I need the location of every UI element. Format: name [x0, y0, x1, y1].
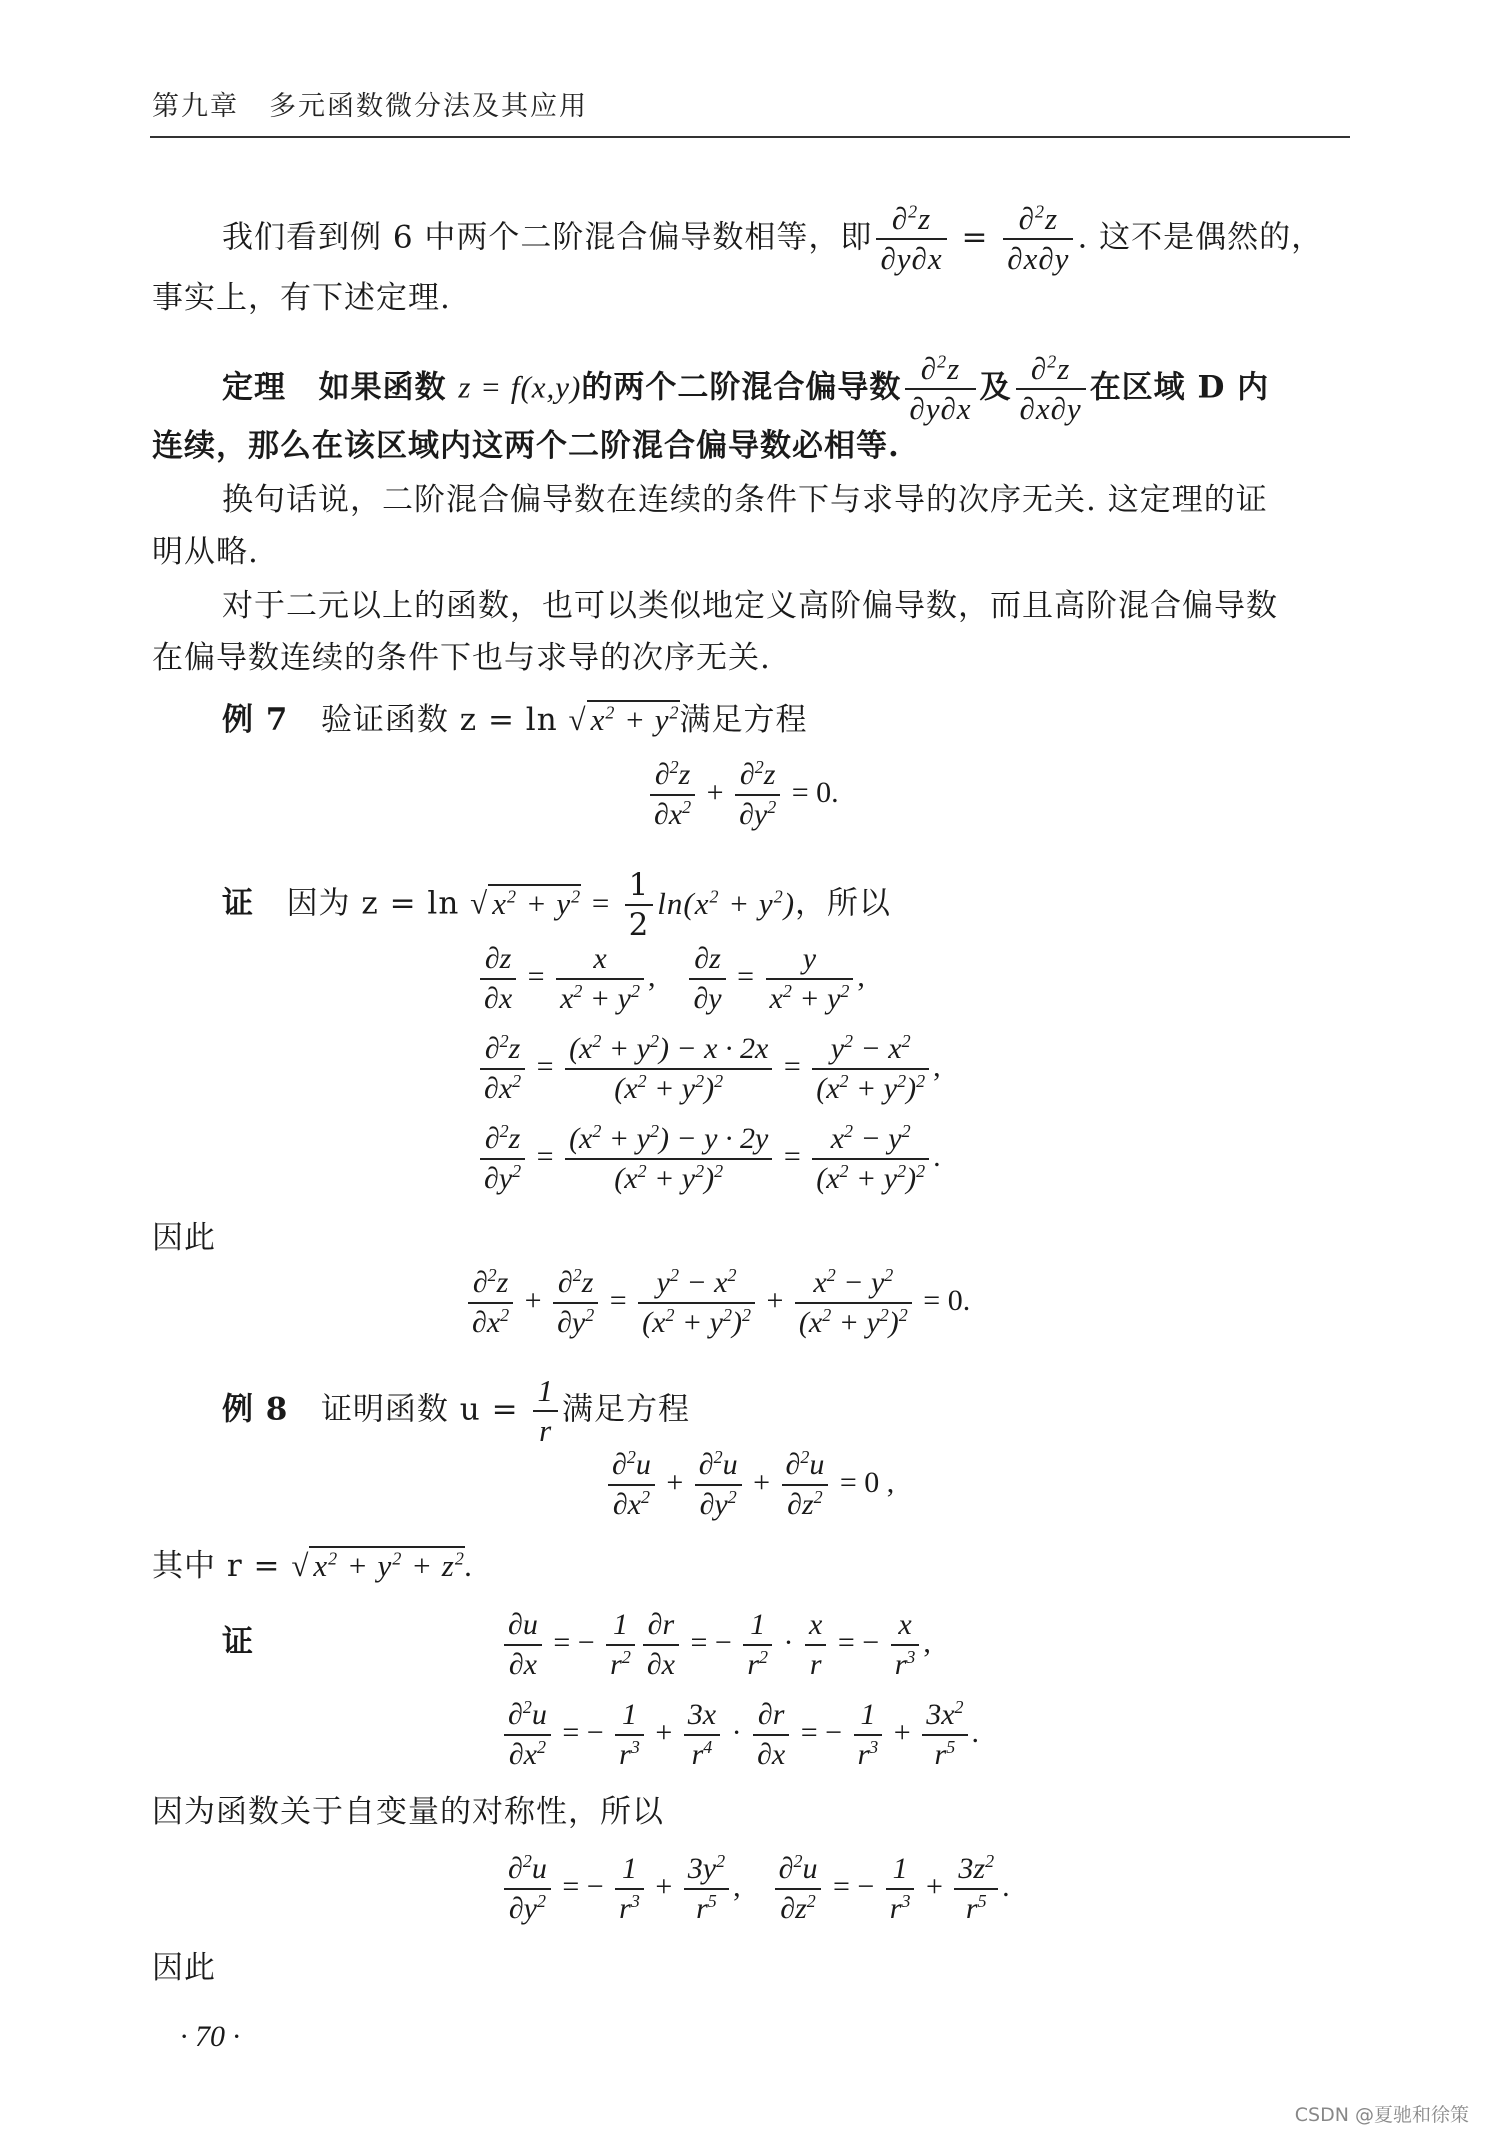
watermark: CSDN @夏驰和徐策 — [1294, 2104, 1469, 2126]
second-partials-uyy-uzz: $\frac{\partial^2u}{\partial y^2}$ = − $\frac{1}{r^3}$ + $\frac{3y^2}{r^5}$ , $\frac{\partial^2u}{\partial z^2}$ = − $\frac{1}{r^3}$ + $\frac{3z^2}{r^5}$ . — [500, 1850, 1010, 1928]
example-8-statement: 例 8 证明函数 u = $\frac{1}{r}$ 满足方程 — [222, 1373, 690, 1448]
example-7-label: 例 7 — [222, 702, 289, 738]
running-header — [152, 84, 588, 123]
paragraph-2-line-1: 换句话说，二阶混合偏导数在连续的条件下与求导的次序无关. 这定理的证 — [222, 482, 1268, 518]
example-7-statement: 例 7 验证函数 z = ln √ $x^2 + y^2$满足方程 — [222, 702, 808, 738]
laplace-3d-equation: $\frac{\partial^2u}{\partial x^2}$ + $\frac{\partial^2u}{\partial y^2}$ + $\frac{\partial^2u}{\partial z^2}$ = 0 , — [604, 1446, 894, 1524]
second-partial-zyy: $\frac{\partial^2z}{\partial y^2}$ = $\frac{(x^2 + y^2) - y \cdot 2y}{(x^2 + y^2)^2}$ = $\frac{x^2 - y^2}{(x^2 + y^2)^2}$ . — [476, 1120, 941, 1198]
example-8-label: 例 8 — [222, 1391, 289, 1428]
first-partials-z: $\frac{\partial z}{\partial x}$ = $\frac{x}{x^2 + y^2}$ , $\frac{\partial z}{\partial y}$ = $\frac{y}{x^2 + y^2}$ , — [476, 940, 865, 1018]
mixed-partial-xy: $\frac{\partial^2z}{\partial x\partial y}$ — [1003, 200, 1073, 278]
paragraph-2-line-2: 明从略. — [152, 534, 259, 570]
first-partial-ux: $\frac{\partial u}{\partial x}$ = − $\frac{1}{r^2}$ $\frac{\partial r}{\partial x}$ = − $\frac{1}{r^2}$ · $\frac{x}{r}$ = − $\frac{x}{r^3}$ , — [500, 1606, 931, 1684]
second-partial-zxx: $\frac{\partial^2z}{\partial x^2}$ = $\frac{(x^2 + y^2) - x \cdot 2x}{(x^2 + y^2)^2}$ = $\frac{y^2 - x^2}{(x^2 + y^2)^2}$ , — [476, 1030, 941, 1108]
paragraph-1-line-2: 事实上，有下述定理. — [152, 280, 451, 316]
therefore-1: 因此 — [152, 1220, 216, 1256]
proof-7-intro: 证 因为 z = ln √ $x^2 + y^2$ = $\frac{1}{2}$ $\ln(x^2 + y^2)$，所以 — [222, 867, 892, 943]
chapter-label: 第九章 — [152, 91, 239, 122]
second-partial-uxx: $\frac{\partial^2u}{\partial x^2}$ = − $\frac{1}{r^3}$ + $\frac{3x}{r^4}$ · $\frac{\partial r}{\partial x}$ = − $\frac{1}{r^3}$ + $\frac{3x^2}{r^5}$ . — [500, 1696, 979, 1774]
proof-label: 证 — [222, 885, 254, 922]
theorem-line-2: 连续，那么在该区域内这两个二阶混合偏导数必相等. — [152, 428, 900, 464]
mixed-partial-yx: $\frac{\partial^2z}{\partial y\partial x}$ — [876, 200, 946, 278]
chapter-title: 多元函数微分法及其应用 — [269, 91, 588, 122]
paragraph-3-line-2: 在偏导数连续的条件下也与求导的次序无关. — [152, 640, 771, 676]
page-number: · 70 · — [180, 2020, 240, 2053]
laplace-2d-equation: $\frac{\partial^2z}{\partial x^2}$ + $\frac{\partial^2z}{\partial y^2}$ = 0. — [646, 756, 839, 834]
therefore-2: 因此 — [152, 1950, 216, 1986]
paragraph-3-line-1: 对于二元以上的函数，也可以类似地定义高阶偏导数，而且高阶混合偏导数 — [222, 588, 1278, 624]
definition-of-r: 其中 r = √ $x^2 + y^2 + z^2$. — [152, 1548, 474, 1584]
theorem-line-1: 定理 如果函数 z = f(x,y)的两个二阶混合偏导数 $\frac{\partial^2z}{\partial y\partial x}$ 及 $\frac{\partial^2z}{\partial x\partial y}$ 在区域 D 内 — [222, 351, 1270, 426]
header-rule — [150, 136, 1350, 138]
proof-8-label: 证 — [222, 1624, 254, 1660]
symmetry-sentence: 因为函数关于自变量的对称性，所以 — [152, 1794, 664, 1830]
sum-second-partials-z: $\frac{\partial^2z}{\partial x^2}$ + $\frac{\partial^2z}{\partial y^2}$ = $\frac{y^2 - x^2}{(x^2 + y^2)^2}$ + $\frac{x^2 - y^2}{(x^2 + y^2)^2}$ = 0. — [464, 1264, 970, 1342]
theorem-label: 定理 — [222, 369, 286, 406]
paragraph-1-line-1: 我们看到例 6 中两个二阶混合偏导数相等，即 $\frac{\partial^2z}{\partial y\partial x}$ = $\frac{\partial^2z}{\partial x\partial y}$ . 这不是偶然的， — [222, 201, 1324, 276]
